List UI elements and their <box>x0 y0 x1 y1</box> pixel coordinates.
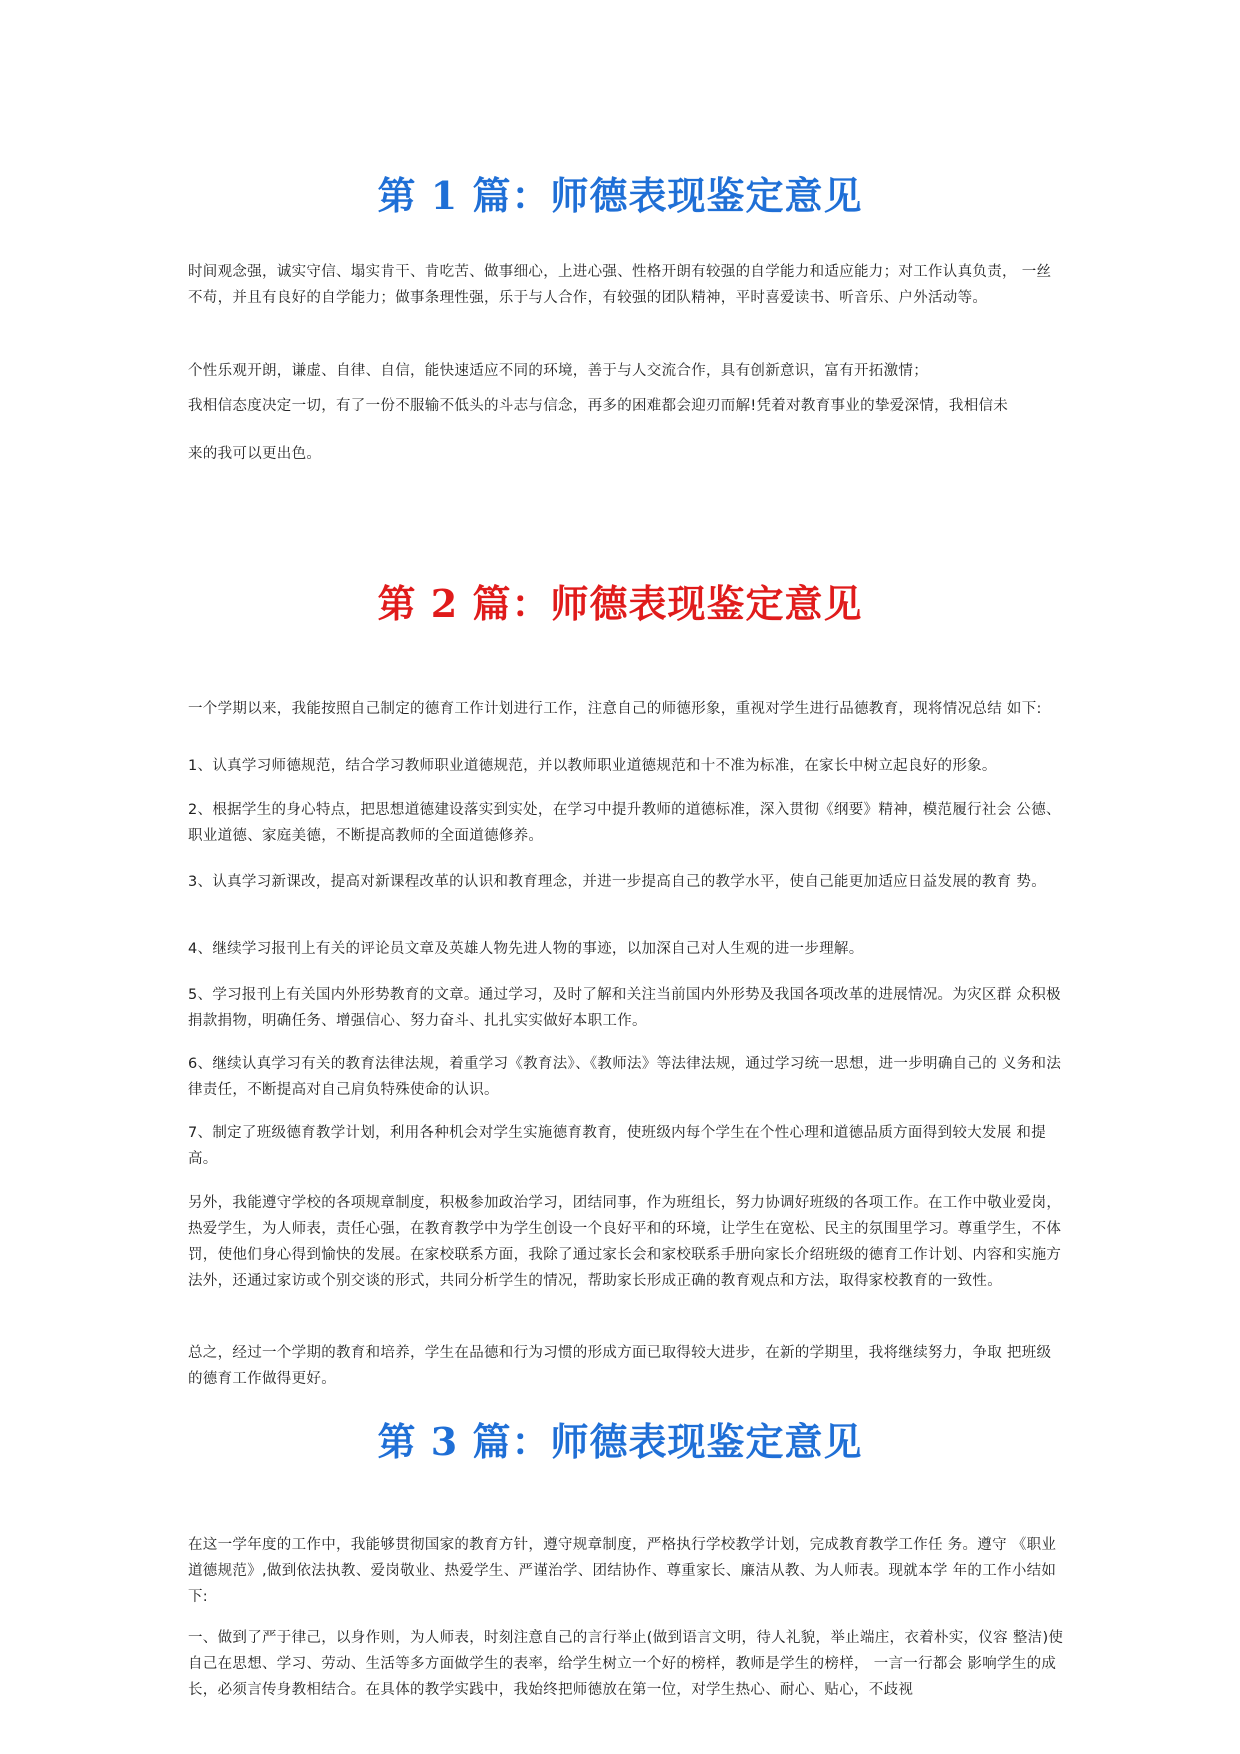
section-3-paragraph-2: 一、做到了严于律己，以身作则，为人师表，时刻注意自己的言行举止(做到语言文明，待人礼貌，举止端庄，衣着朴实，仪容 整洁)使自己在思想、学习、劳动、生活等多方面做学生的表率，给学生树立一个好的榜样，教师是学生的榜样， 一言一行都会 影响学生的成长，必须言传身教相结合。在具体的教学实践中，我始终把师德放在第一位，对学生热心、耐心、贴心，不歧视 <box>188 1630 1064 1698</box>
section-1-title: 第 1 篇：师德表现鉴定意见 <box>377 173 863 218</box>
section-2-paragraph-9: 另外，我能遵守学校的各项规章制度，积极参加政治学习，团结同事，作为班组长，努力协调好班级的各项工作。在工作中敬业爱岗，热爱学生，为人师表，责任心强，在教育教学中为学生创设一个良好平和的环境，让学生在宽松、民主的氛围里学习。尊重学生，不体罚，使他们身心得到愉快的发展。在家校联系方面，我除了通过家长会和家校联系手册向家长介绍班级的德育工作计划、内容和实施方法外，还通过家访或个别交谈的形式，共同分析学生的情况，帮助家长形成正确的教育观点和方法，取得家校教育的一致性。 <box>188 1195 1062 1289</box>
section-1-paragraph-2: 个性乐观开朗，谦虚、自律、自信，能快速适应不同的环境，善于与人交流合作，具有创新意识，富有开拓激情； <box>188 363 928 379</box>
section-2-paragraph-7: 6、继续认真学习有关的教育法律法规，着重学习《教育法》、《教师法》等法律法规，通过学习统一思想，进一步明确自己的 义务和法律责任，不断提高对自己肩负特殊使命的认识。 <box>188 1056 1062 1098</box>
section-3-title: 第 3 篇：师德表现鉴定意见 <box>377 1419 863 1464</box>
section-2-paragraph-3: 2、根据学生的身心特点，把思想道德建设落实到实处，在学习中提升教师的道德标准，深入贯彻《纲要》精神，模范履行社会 公德、职业道德、家庭美德，不断提高教师的全面道德修养。 <box>188 802 1061 844</box>
section-2-title: 第 2 篇：师德表现鉴定意见 <box>377 581 863 626</box>
section-2-paragraph-10: 总之，经过一个学期的教育和培养，学生在品德和行为习惯的形成方面已取得较大进步，在新的学期里，我将继续努力，争取 把班级的德育工作做得更好。 <box>188 1345 1052 1387</box>
section-3-paragraph-1: 在这一学年度的工作中，我能够贯彻国家的教育方针，遵守规章制度，严格执行学校教学计划，完成教育教学工作任 务。遵守 《职业道德规范》,做到依法执教、爱岗敬业、热爱学生、严谨治学、团结协作、尊重家长、廉洁从教、为人师表。现就本学 年的工作小结如下: <box>188 1537 1057 1605</box>
section-1-paragraph-3: 我相信态度决定一切，有了一份不服输不低头的斗志与信念，再多的困难都会迎刃而解!凭着对教育事业的挚爱深情，我相信未 <box>188 398 1009 414</box>
section-2-paragraph-4: 3、认真学习新课改，提高对新课程改革的认识和教育理念，并进一步提高自己的教学水平，使自己能更加适应日益发展的教育 势。 <box>188 874 1047 890</box>
section-2-paragraph-5: 4、继续学习报刊上有关的评论员文章及英雄人物先进人物的事迹，以加深自己对人生观的进一步理解。 <box>188 941 864 957</box>
section-1-paragraph-1: 时间观念强，诚实守信、塌实肯干、肯吃苦、做事细心，上进心强、性格开朗有较强的自学能力和适应能力；对工作认真负责， 一丝不苟，并且有良好的自学能力；做事条理性强，乐于与人合作，有较强的团队精神，平时喜爱读书、听音乐、户外活动等。 <box>188 264 1052 306</box>
section-2-paragraph-2: 1、认真学习师德规范，结合学习教师职业道德规范，并以教师职业道德规范和十不准为标准，在家长中树立起良好的形象。 <box>188 758 997 774</box>
section-2-paragraph-6: 5、学习报刊上有关国内外形势教育的文章。通过学习，及时了解和关注当前国内外形势及我国各项改革的进展情况。为灾区群 众积极捐款捐物，明确任务、增强信心、努力奋斗、扎扎实实做好本职工作。 <box>188 987 1061 1029</box>
section-2-paragraph-1: 一个学期以来，我能按照自己制定的德育工作计划进行工作，注意自己的师德形象，重视对学生进行品德教育，现将情况总结 如下: <box>188 701 1042 717</box>
section-1-paragraph-4: 来的我可以更出色。 <box>188 446 322 462</box>
section-2-paragraph-8: 7、制定了班级德育教学计划，利用各种机会对学生实施德育教育，使班级内每个学生在个性心理和道德品质方面得到较大发展 和提高。 <box>188 1125 1047 1167</box>
